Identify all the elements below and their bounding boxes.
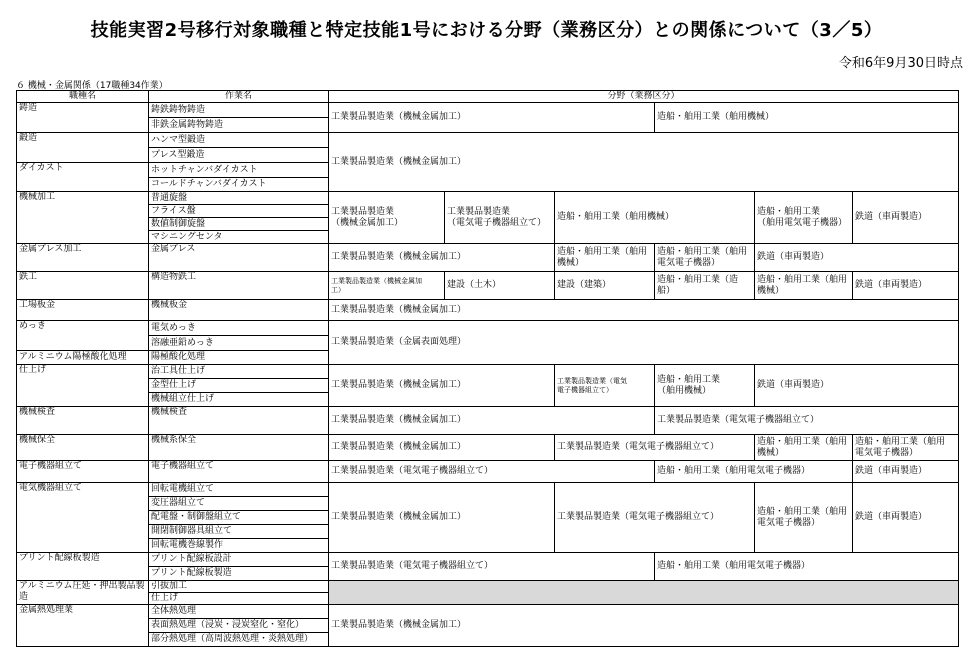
field-cell: 工業製品製造業（電気電子機器組立て） — [555, 483, 755, 553]
header-field: 分野（業務区分） — [329, 91, 959, 103]
field-cell: 工業製品製造業（金属表面処理） — [329, 321, 959, 365]
field-cell: 工業製品製造業 （電気電子機器組立て） — [445, 192, 555, 244]
work-cell: 溶融亜鉛めっき — [149, 336, 329, 351]
field-cell: 鉄道（車両製造） — [755, 365, 959, 407]
occupation-cell: 鋳造 — [17, 103, 149, 133]
field-cell: 造船・舶用工業 （舶用機械） — [655, 365, 755, 407]
work-cell: 機械板金 — [149, 300, 329, 321]
work-cell: 数値制御旋盤 — [149, 218, 329, 231]
work-cell: 電気めっき — [149, 321, 329, 336]
work-cell: 治工具仕上げ — [149, 365, 329, 379]
field-cell: 造船・舶用工業（舶用 機械） — [555, 244, 655, 272]
field-cell: 工業製品製造業（電気電子機器組立て） — [329, 553, 655, 581]
table-row — [17, 244, 959, 272]
work-cell: プリント配線板設計 — [149, 553, 329, 567]
field-cell: 工業製品製造業（機械金属加工） — [329, 300, 959, 321]
table-row — [17, 407, 959, 435]
table-row — [17, 103, 959, 118]
field-cell: 建設（建築） — [555, 272, 655, 300]
occupation-cell: 機械検査 — [17, 407, 149, 435]
work-cell: フライス盤 — [149, 205, 329, 218]
occupation-cell: 鉄工 — [17, 272, 149, 300]
date-label: 令和6年9月30日時点 — [838, 56, 963, 71]
field-cell: 鉄道（車両製造） — [853, 272, 959, 300]
work-cell: 引抜加工 — [149, 581, 329, 593]
work-cell: 普通旋盤 — [149, 192, 329, 205]
occupation-cell: アルミニウム圧延・押出製品製造 — [17, 581, 149, 605]
field-cell: 造船・舶用工業（舶用 電気電子機器） — [853, 435, 959, 461]
empty-field-cell — [329, 581, 959, 605]
table-row — [17, 553, 959, 567]
relation-table — [16, 90, 959, 647]
field-cell: 造船・舶用工業（舶用 電気電子機器） — [655, 244, 755, 272]
table-row — [17, 365, 959, 379]
table-row — [17, 300, 959, 321]
table-row — [17, 133, 959, 148]
header-work: 作業名 — [149, 91, 329, 103]
occupation-cell: 工場板金 — [17, 300, 149, 321]
occupation-cell: 仕上げ — [17, 365, 149, 407]
work-cell: 回転電機組立て — [149, 483, 329, 497]
field-cell: 工業製品製造業（機械金属加工） — [329, 407, 655, 435]
table-row — [17, 605, 959, 619]
field-cell: 鉄道（車両製造） — [853, 192, 959, 244]
field-cell: 造船・舶用工業（舶用機械） — [555, 192, 755, 244]
occupation-cell: 金属プレス加工 — [17, 244, 149, 272]
field-cell: 造船・舶用工業（舶用 機械） — [755, 435, 853, 461]
occupation-cell: 機械加工 — [17, 192, 149, 244]
field-cell: 工業製品製造業（機械金属加工） — [329, 605, 959, 647]
work-cell: 鋳鉄鋳物鋳造 — [149, 103, 329, 118]
field-cell: 工業製品製造業（機械金属加 工） — [329, 272, 445, 300]
work-cell: 電子機器組立て — [149, 461, 329, 483]
work-cell: 回転電機巻線製作 — [149, 539, 329, 553]
work-cell: 陽極酸化処理 — [149, 351, 329, 365]
field-cell: 工業製品製造業（電気電子機器組立て） — [555, 435, 755, 461]
work-cell: 全体熱処理 — [149, 605, 329, 619]
work-cell: 構造物鉄工 — [149, 272, 329, 300]
header-row — [17, 91, 959, 103]
occupation-cell: 金属熱処理業 — [17, 605, 149, 647]
field-cell: 造船・舶用工業（舶用機械） — [655, 103, 959, 133]
field-cell: 工業製品製造業（機械金属加工） — [329, 244, 555, 272]
field-cell: 鉄道（車両製造） — [853, 483, 959, 553]
header-occupation: 職種名 — [17, 91, 149, 103]
field-cell: 工業製品製造業 （機械金属加工） — [329, 192, 445, 244]
field-cell: 造船・舶用工業 （舶用電気電子機器） — [755, 192, 853, 244]
field-cell: 造船・舶用工業（造 船） — [655, 272, 755, 300]
work-cell: 開閉制御器具組立て — [149, 525, 329, 539]
field-cell: 造船・舶用工業（舶用 機械） — [755, 272, 853, 300]
work-cell: 金属プレス — [149, 244, 329, 272]
field-cell: 工業製品製造業（機械金属加工） — [329, 435, 555, 461]
work-cell: 変圧器組立て — [149, 497, 329, 511]
field-cell: 造船・舶用工業（舶用 電気電子機器） — [755, 483, 853, 553]
work-cell: 金型仕上げ — [149, 379, 329, 393]
occupation-cell: プリント配線板製造 — [17, 553, 149, 581]
table-row — [17, 272, 959, 300]
occupation-cell: めっき — [17, 321, 149, 351]
field-cell: 工業製品製造業（機械金属加工） — [329, 483, 555, 553]
work-cell: マシニングセンタ — [149, 231, 329, 244]
occupation-cell: 鍛造 — [17, 133, 149, 163]
field-cell: 工業製品製造業（機械金属加工） — [329, 103, 655, 133]
table-row — [17, 483, 959, 497]
field-cell: 工業製品製造業（電気 電子機器組立て） — [555, 365, 655, 407]
work-cell: 機械検査 — [149, 407, 329, 435]
work-cell: 配電盤・制御盤組立て — [149, 511, 329, 525]
field-cell: 造船・舶用工業（舶用電気電子機器） — [655, 461, 853, 483]
field-cell: 工業製品製造業（電気電子機器組立て） — [329, 461, 655, 483]
work-cell: 機械系保全 — [149, 435, 329, 461]
field-cell: 造船・舶用工業（舶用電気電子機器） — [655, 553, 959, 581]
work-cell: ハンマ型鍛造 — [149, 133, 329, 148]
table-row — [17, 461, 959, 483]
work-cell: コールドチャンバダイカスト — [149, 178, 329, 192]
work-cell: 機械組立仕上げ — [149, 393, 329, 407]
table-row — [17, 321, 959, 336]
table-row — [17, 581, 959, 593]
occupation-cell: 電子機器組立て — [17, 461, 149, 483]
work-cell: 仕上げ — [149, 593, 329, 605]
work-cell: 部分熱処理（高周波熱処理・炎熱処理） — [149, 633, 329, 647]
occupation-cell: アルミニウム陽極酸化処理 — [17, 351, 149, 365]
work-cell: 非鉄金属鋳物鋳造 — [149, 118, 329, 133]
work-cell: ホットチャンバダイカスト — [149, 163, 329, 178]
table-row — [17, 435, 959, 461]
occupation-cell: ダイカスト — [17, 163, 149, 192]
field-cell: 工業製品製造業（機械金属加工） — [329, 365, 555, 407]
occupation-cell: 電気機器組立て — [17, 483, 149, 553]
table-row — [17, 192, 959, 205]
field-cell: 工業製品製造業（電気電子機器組立て） — [655, 407, 959, 435]
field-cell: 鉄道（車両製造） — [853, 461, 959, 483]
field-cell: 鉄道（車両製造） — [755, 244, 959, 272]
field-cell: 工業製品製造業（機械金属加工） — [329, 133, 959, 192]
field-cell: 建設（土木） — [445, 272, 555, 300]
section-title: ６ 機械・金属関係（17職種34作業） — [16, 81, 168, 91]
work-cell: 表面熱処理（浸炭・浸炭窒化・窒化） — [149, 619, 329, 633]
work-cell: プリント配線板製造 — [149, 567, 329, 581]
page-title: 技能実習2号移行対象職種と特定技能1号における分野（業務区分）との関係について（3／5） — [90, 20, 883, 41]
occupation-cell: 機械保全 — [17, 435, 149, 461]
work-cell: プレス型鍛造 — [149, 148, 329, 163]
